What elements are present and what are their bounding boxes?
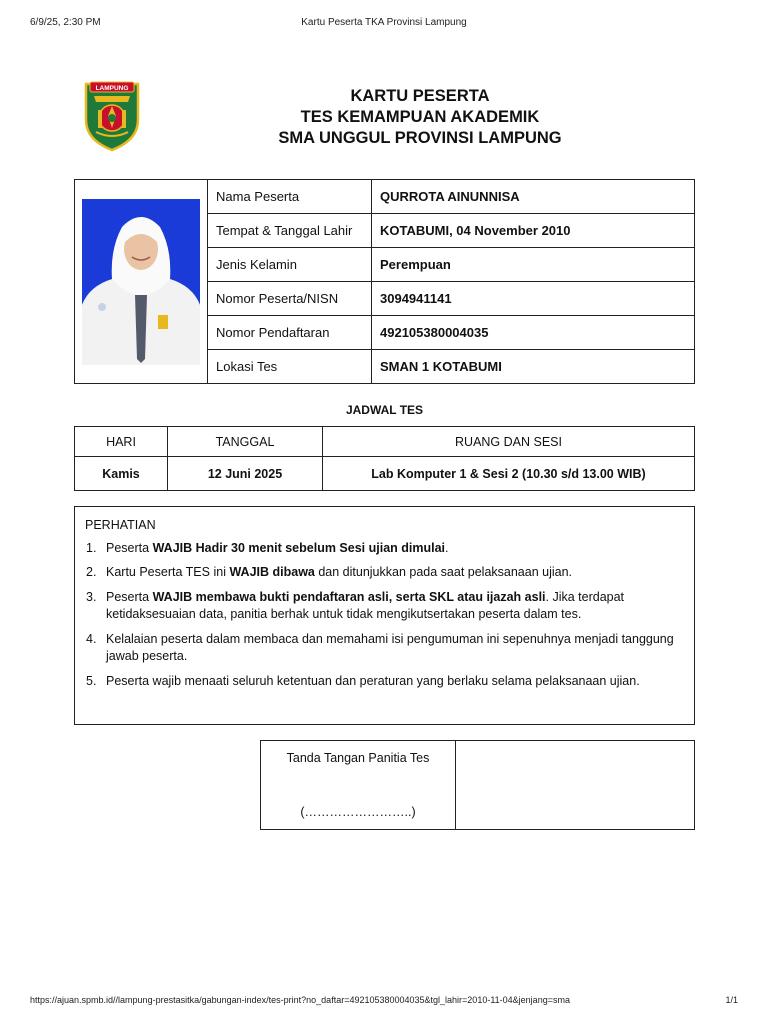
notice-text: Kelalaian peserta dalam membaca dan memahami isi pengumuman ini sepenuhnya menjadi tanggung jawab peserta.	[106, 631, 674, 663]
notice-text: Kartu Peserta TES ini	[106, 565, 230, 579]
schedule-title: JADWAL TES	[345, 403, 424, 417]
lampung-emblem-logo	[84, 80, 140, 152]
notice-text: Peserta	[106, 540, 153, 555]
notice-item-number: 1.	[86, 540, 97, 555]
card-title	[180, 86, 660, 149]
title-line-1: KARTU PESERTA	[350, 87, 490, 105]
schedule-cell-tanggal: 12 Juni 2025	[168, 457, 323, 491]
title-line-3: SMA UNGGUL PROVINSI LAMPUNG	[278, 129, 562, 147]
notice-title: PERHATIAN	[85, 518, 156, 532]
label-lokasi-tes: Lokasi Tes	[208, 350, 372, 384]
signature-panel	[261, 741, 456, 829]
value-nama-peserta: QURROTA AINUNNISA	[372, 180, 695, 214]
signature-box	[260, 740, 695, 830]
list-item	[85, 673, 684, 691]
notice-text: Peserta	[106, 589, 153, 604]
notice-emphasis: WAJIB Hadir 30 menit sebelum Sesi ujian dimulai	[152, 540, 446, 555]
notice-box	[74, 506, 695, 725]
print-page-number: 1/1	[725, 995, 738, 1005]
notice-item-number: 5.	[86, 673, 97, 688]
value-nomor-pendaftaran: 492105380004035	[372, 316, 695, 350]
print-url: https://ajuan.spmb.id//lampung-prestasitka/gabungan-index/tes-print?no_daftar=492105380004035&tgl_lahir=2010-11-04&jenjang=sma	[30, 995, 570, 1005]
participant-photo	[82, 199, 200, 365]
notice-item-number: 3.	[86, 589, 97, 604]
print-page-title: Kartu Peserta TKA Provinsi Lampung	[301, 17, 467, 28]
schedule-header-ruang-sesi: RUANG DAN SESI	[323, 427, 695, 457]
value-nomor-peserta-nisn: 3094941141	[372, 282, 695, 316]
print-datetime: 6/9/25, 2:30 PM	[30, 17, 101, 28]
notice-emphasis: WAJIB membawa bukti pendaftaran asli, serta SKL atau ijazah asli	[152, 589, 546, 604]
label-tempat-tanggal-lahir: Tempat & Tanggal Lahir	[208, 214, 372, 248]
signature-placeholder: (……………………..)	[300, 805, 416, 819]
notice-text: . Jika terdapat ketidaksesuaian data, panitia berhak untuk tidak mengikutsertakan peserta dalam tes.	[106, 589, 625, 621]
label-nomor-peserta-nisn: Nomor Peserta/NISN	[208, 282, 372, 316]
list-item	[85, 564, 684, 582]
value-jenis-kelamin: Perempuan	[372, 248, 695, 282]
notice-item-number: 2.	[86, 565, 97, 579]
schedule-cell-ruang-sesi: Lab Komputer 1 & Sesi 2 (10.30 s/d 13.00 WIB)	[323, 457, 695, 491]
notice-text: .	[445, 540, 449, 555]
notice-list	[85, 540, 684, 691]
notice-item-number: 4.	[86, 631, 97, 646]
title-line-2: TES KEMAMPUAN AKADEMIK	[300, 108, 540, 126]
schedule-header-hari: HARI	[75, 427, 168, 457]
value-tempat-tanggal-lahir: KOTABUMI, 04 November 2010	[372, 214, 695, 248]
schedule-header-tanggal: TANGGAL	[168, 427, 323, 457]
label-nama-peserta: Nama Peserta	[208, 180, 372, 214]
logo-text: LAMPUNG	[95, 85, 129, 92]
print-footer	[30, 995, 738, 1009]
schedule-table	[74, 426, 695, 491]
label-jenis-kelamin: Jenis Kelamin	[208, 248, 372, 282]
label-nomor-pendaftaran: Nomor Pendaftaran	[208, 316, 372, 350]
signature-blank-area	[456, 741, 694, 829]
list-item	[85, 540, 684, 558]
signature-label: Tanda Tangan Panitia Tes	[286, 751, 430, 765]
participant-info-table	[74, 179, 695, 384]
print-header	[30, 17, 738, 31]
notice-emphasis: WAJIB dibawa	[229, 565, 315, 579]
list-item	[85, 589, 684, 624]
schedule-cell-hari: Kamis	[75, 457, 168, 491]
value-lokasi-tes: SMAN 1 KOTABUMI	[372, 350, 695, 384]
list-item	[85, 631, 684, 666]
photo-cell	[75, 180, 208, 384]
notice-text: Peserta wajib menaati seluruh ketentuan dan peraturan yang berlaku selama pelaksanaan ujian.	[106, 673, 640, 688]
notice-text: dan ditunjukkan pada saat pelaksanaan ujian.	[314, 565, 573, 579]
